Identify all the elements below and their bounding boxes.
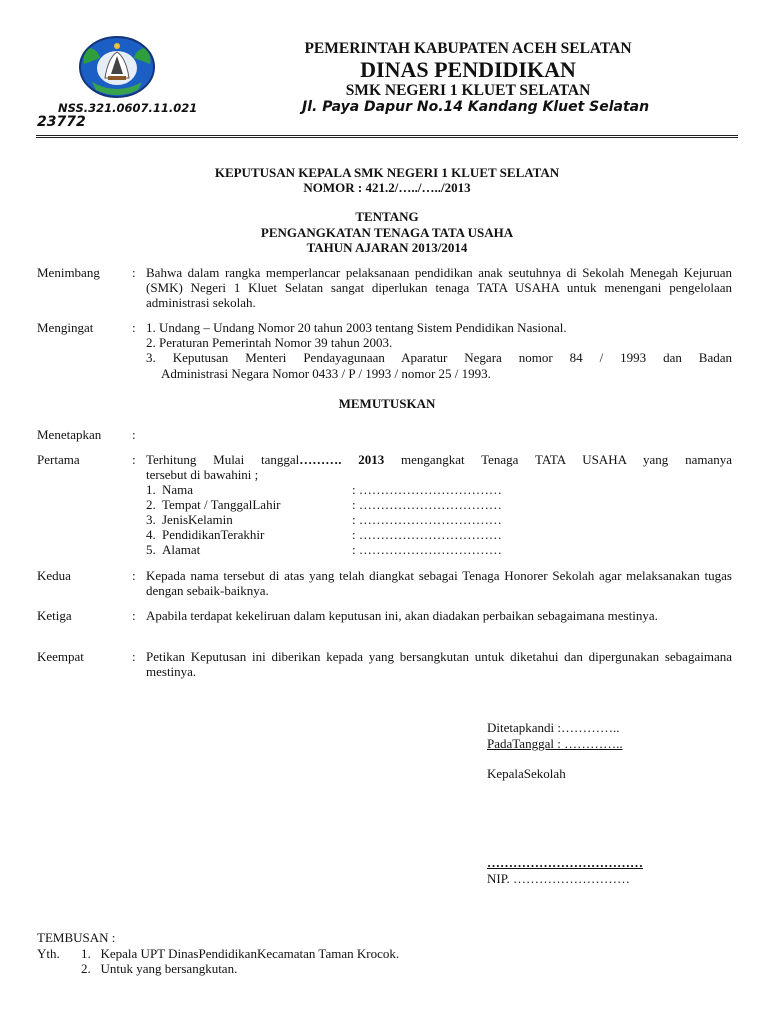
academic-year: TAHUN AJARAN 2013/2014: [306, 240, 468, 255]
tembusan-item: 2. Untuk yang bersangkutan.: [81, 961, 238, 976]
field-name: JenisKelamin: [162, 512, 233, 527]
field-number: 2.: [146, 497, 156, 512]
signature-date: PadaTanggal : …………..: [487, 736, 623, 751]
field-row: [146, 542, 200, 558]
mengingat-colon: :: [132, 320, 136, 335]
signature-nip: NIP. ………………………: [487, 871, 631, 886]
mengingat-item: 1. Undang – Undang Nomor 20 tahun 2003 tentang Sistem Pendidikan Nasional.: [146, 320, 567, 335]
menimbang-text: Bahwa dalam rangka memperlancar pelaksanaan pendidikan anak seutuhnya di Sekolah Menegah Kejuruan (SMK) Negeri 1 Kluet Selatan sangat diperlukan tenaga TATA USAHA untuk menengani pengelolaan administrasi sekolah.: [146, 265, 732, 310]
pertama-label: Pertama: [37, 452, 80, 467]
about-label: TENTANG: [355, 209, 419, 224]
field-row: [146, 482, 193, 498]
mengingat-item: 2. Peraturan Pemerintah Nomor 39 tahun 2003.: [146, 335, 393, 350]
decision-title: KEPUTUSAN KEPALA SMK NEGERI 1 KLUET SELATAN: [214, 165, 560, 180]
kedua-text: Kepada nama tersebut di atas yang telah diangkat sebagai Tenaga Honorer Sekolah agar melaksanakan tugas dengan sebaik-baiknya.: [146, 568, 732, 598]
field-value: : ……………………………: [352, 497, 502, 512]
subject-line: PENGANGKATAN TENAGA TATA USAHA: [260, 225, 514, 240]
signature-position: KepalaSekolah: [487, 766, 566, 781]
pertama-colon: :: [132, 452, 136, 467]
pertama-text-a: Terhitung Mulai tanggal: [146, 452, 300, 467]
signature-place: Ditetapkandi :…………..: [487, 720, 620, 735]
mengingat-item: 3. Keputusan Menteri Pendayagunaan Aparatur Negara nomor 84 / 1993 dan Badan: [146, 350, 732, 365]
field-value: : ……………………………: [352, 527, 502, 542]
field-name: PendidikanTerakhir: [162, 527, 265, 542]
mengingat-item: Administrasi Negara Nomor 0433 / P / 1993 / nomor 25 / 1993.: [161, 366, 491, 381]
header-address: Jl. Paya Dapur No.14 Kandang Kluet Selatan: [302, 99, 650, 115]
field-row: [146, 497, 281, 513]
tembusan-item: 1. Kepala UPT DinasPendidikanKecamatan Taman Krocok.: [81, 946, 400, 961]
header-school: SMK NEGERI 1 KLUET SELATAN: [345, 82, 591, 99]
field-value: : ……………………………: [352, 542, 502, 557]
keempat-label: Keempat: [37, 649, 84, 664]
pertama-text-c: mengangkat Tenaga TATA USAHA yang namanya: [384, 452, 732, 467]
field-row: [146, 527, 264, 543]
mengingat-label: Mengingat: [37, 320, 94, 335]
menimbang-label: Menimbang: [37, 265, 100, 280]
ketiga-colon: :: [132, 608, 136, 623]
field-name: Nama: [162, 482, 194, 497]
menetapkan-colon: :: [132, 427, 136, 442]
header-nss: NSS.321.0607.11.021: [58, 101, 198, 115]
pertama-text: [146, 452, 732, 468]
header-zip: 23772: [37, 114, 86, 130]
menetapkan-label: Menetapkan: [37, 427, 102, 442]
kedua-colon: :: [132, 568, 136, 583]
field-number: 3.: [146, 512, 156, 527]
memutuskan-heading: MEMUTUSKAN: [338, 396, 436, 411]
menimbang-colon: :: [132, 265, 136, 280]
kedua-label: Kedua: [37, 568, 71, 583]
field-number: 5.: [146, 542, 156, 557]
school-logo: [78, 34, 156, 100]
pertama-date: ………. 2013: [299, 452, 385, 467]
keempat-text: Petikan Keputusan ini diberikan kepada yang bersangkutan untuk diketahui dan dipergunakan sebagaimana mestinya.: [146, 649, 732, 679]
field-value: : ……………………………: [352, 512, 502, 527]
pertama-text-d: tersebut di bawahini ;: [146, 467, 259, 482]
ketiga-label: Ketiga: [37, 608, 72, 623]
tembusan-title: TEMBUSAN :: [37, 930, 116, 945]
field-number: 1.: [146, 482, 156, 497]
field-name: Alamat: [162, 542, 201, 557]
tembusan-yth: Yth.: [37, 946, 60, 961]
header-government: PEMERINTAH KABUPATEN ACEH SELATAN: [304, 40, 632, 57]
ketiga-text: Apabila terdapat kekeliruan dalam keputusan ini, akan diadakan perbaikan sebagaimana mestinya.: [146, 608, 658, 623]
field-name: Tempat / TanggalLahir: [162, 497, 281, 512]
decision-number: NOMOR : 421.2/…../…../2013: [303, 180, 471, 195]
signature-name: ………………………………: [487, 855, 643, 870]
field-number: 4.: [146, 527, 156, 542]
keempat-colon: :: [132, 649, 136, 664]
header-divider: [36, 135, 738, 138]
header-agency: DINAS PENDIDIKAN: [360, 57, 576, 82]
field-row: [146, 512, 233, 528]
field-value: : ……………………………: [352, 482, 502, 497]
